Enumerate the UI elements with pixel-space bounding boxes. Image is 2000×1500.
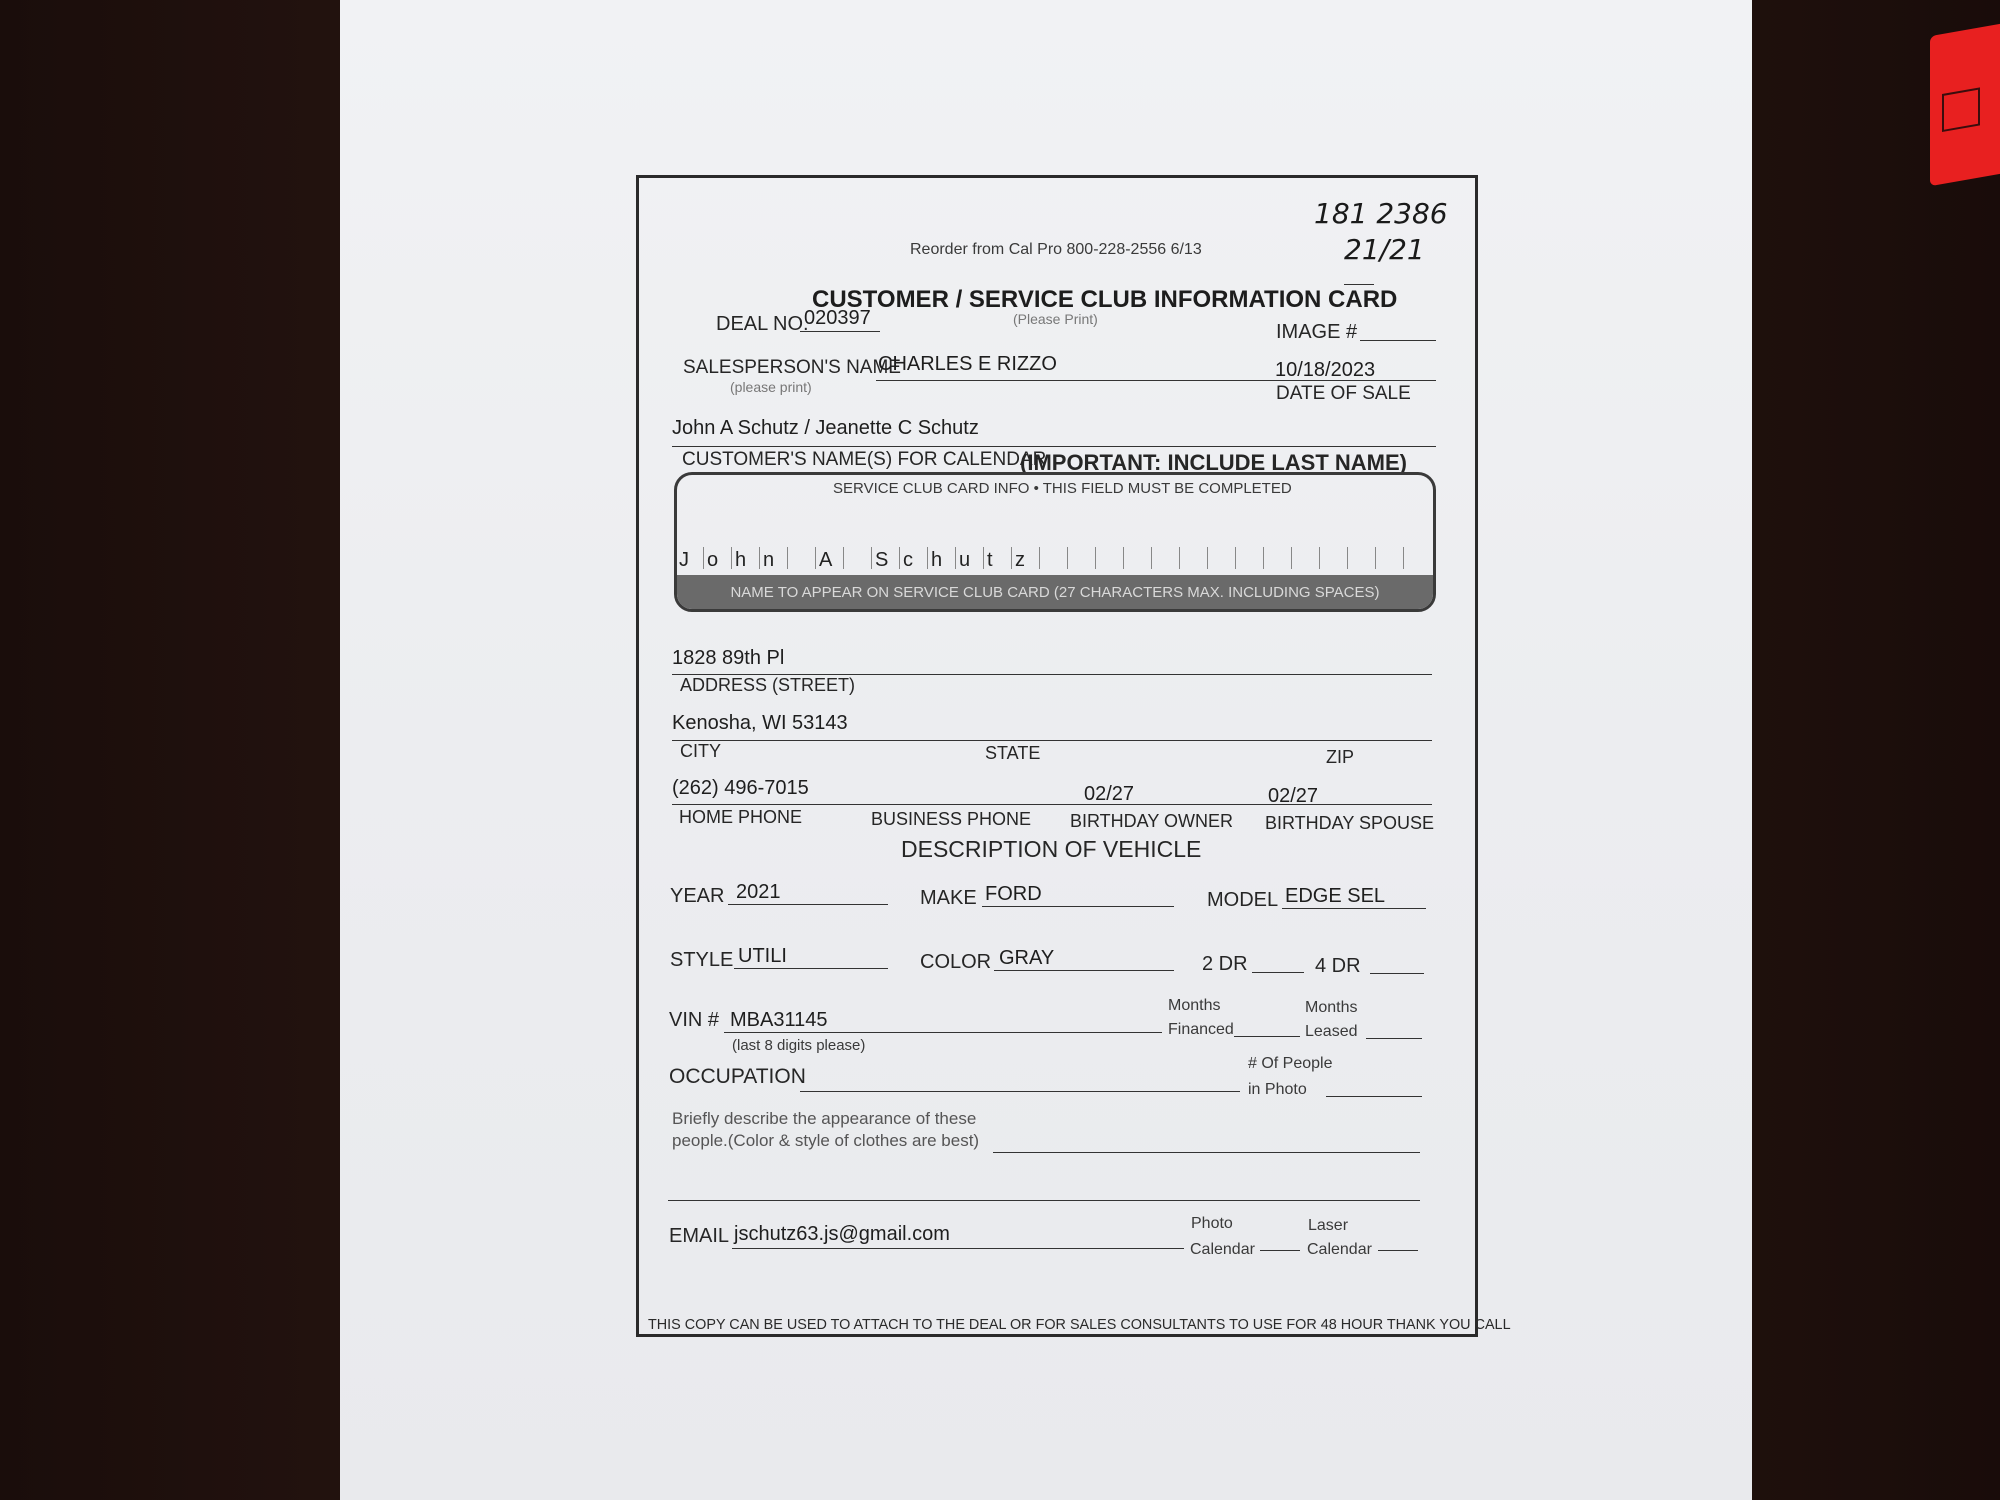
image-label: IMAGE # bbox=[1276, 321, 1358, 343]
club-letter: J bbox=[679, 549, 689, 571]
club-letter: o bbox=[707, 549, 719, 571]
color-label: COLOR bbox=[920, 951, 992, 973]
photo-calendar-label: Photo bbox=[1191, 1215, 1233, 1232]
four-door-line bbox=[1370, 973, 1424, 974]
club-letter: h bbox=[735, 549, 747, 571]
make-value[interactable]: FORD bbox=[985, 883, 1042, 905]
handwritten-number: 181 2386 bbox=[1314, 197, 1448, 230]
vin-value[interactable]: MBA31145 bbox=[730, 1009, 828, 1031]
email-line bbox=[732, 1248, 1184, 1249]
form-title: CUSTOMER / SERVICE CLUB INFORMATION CARD bbox=[812, 286, 1398, 313]
occupation-label: OCCUPATION bbox=[669, 1065, 806, 1088]
club-letter: t bbox=[987, 549, 993, 571]
style-label: STYLE bbox=[670, 949, 734, 971]
club-bar bbox=[677, 575, 1433, 609]
color-line bbox=[994, 970, 1174, 971]
handwritten-fraction: 21/21 bbox=[1344, 233, 1425, 266]
months-financed-label: Months bbox=[1168, 997, 1221, 1014]
months-financed-line bbox=[1234, 1036, 1300, 1037]
address-label: ADDRESS (STREET) bbox=[680, 675, 856, 695]
city-line bbox=[672, 740, 1432, 741]
date-of-sale-value[interactable]: 10/18/2023 bbox=[1275, 359, 1376, 381]
photo-calendar-line bbox=[1260, 1250, 1300, 1251]
occupation-line bbox=[800, 1091, 1240, 1092]
birthday-spouse-value[interactable]: 02/27 bbox=[1268, 785, 1319, 807]
club-letter: z bbox=[1015, 549, 1025, 571]
laser-calendar-label-2: Calendar bbox=[1307, 1241, 1372, 1258]
date-of-sale-label: DATE OF SALE bbox=[1276, 383, 1411, 404]
club-letter: c bbox=[903, 549, 913, 571]
important-note: (IMPORTANT: INCLUDE LAST NAME) bbox=[1020, 450, 1407, 475]
city-value[interactable]: Kenosha, WI 53143 bbox=[672, 712, 848, 734]
describe-line-2 bbox=[668, 1200, 1420, 1201]
vehicle-heading: DESCRIPTION OF VEHICLE bbox=[901, 836, 1202, 862]
people-in-photo-label: # Of People bbox=[1248, 1055, 1333, 1072]
email-label: EMAIL bbox=[669, 1225, 730, 1247]
birthday-owner-value[interactable]: 02/27 bbox=[1084, 783, 1135, 805]
year-label: YEAR bbox=[670, 885, 725, 907]
salesperson-label: SALESPERSON'S NAME bbox=[683, 357, 901, 378]
customer-names-line bbox=[672, 446, 1436, 447]
state-label: STATE bbox=[985, 743, 1041, 763]
four-door-label: 4 DR bbox=[1315, 955, 1361, 977]
salesperson-value[interactable]: CHARLES E RIZZO bbox=[878, 353, 1057, 375]
two-door-label: 2 DR bbox=[1202, 953, 1248, 975]
deal-no-value[interactable]: 020397 bbox=[804, 307, 871, 329]
home-phone-value[interactable]: (262) 496-7015 bbox=[672, 777, 809, 799]
club-info-label: SERVICE CLUB CARD INFO • THIS FIELD MUST BE COMPLETED bbox=[833, 480, 1292, 497]
laser-calendar-line bbox=[1378, 1250, 1418, 1251]
describe-line bbox=[993, 1152, 1420, 1153]
salesperson-hint: (please print) bbox=[730, 379, 812, 395]
months-leased-label: Months bbox=[1305, 999, 1358, 1016]
style-line bbox=[734, 968, 888, 969]
year-value[interactable]: 2021 bbox=[736, 881, 781, 903]
please-print-hint: (Please Print) bbox=[1013, 311, 1098, 327]
vin-hint: (last 8 digits please) bbox=[732, 1037, 866, 1054]
people-in-photo-label-2: in Photo bbox=[1248, 1081, 1307, 1098]
image-line bbox=[1360, 340, 1436, 341]
red-sticker bbox=[1930, 24, 2000, 186]
business-phone-label: BUSINESS PHONE bbox=[871, 809, 1032, 829]
customer-names-label: CUSTOMER'S NAME(S) FOR CALENDAR bbox=[682, 449, 1047, 470]
model-line bbox=[1282, 908, 1426, 909]
hand-underline bbox=[1344, 284, 1374, 285]
phone-line bbox=[672, 804, 1432, 805]
club-bar-text: NAME TO APPEAR ON SERVICE CLUB CARD (27 CHARACTERS MAX. INCLUDING SPACES) bbox=[730, 584, 1380, 601]
make-label: MAKE bbox=[920, 887, 977, 909]
vin-label: VIN # bbox=[669, 1009, 720, 1031]
email-value[interactable]: jschutz63.js@gmail.com bbox=[734, 1223, 950, 1245]
laser-calendar-label: Laser bbox=[1308, 1217, 1349, 1234]
address-value[interactable]: 1828 89th Pl bbox=[672, 647, 785, 669]
describe-prompt-2: people.(Color & style of clothes are best) bbox=[672, 1131, 980, 1150]
describe-prompt: Briefly describe the appearance of these bbox=[672, 1109, 977, 1128]
salesperson-line bbox=[876, 380, 1436, 381]
year-line bbox=[728, 904, 888, 905]
model-value[interactable]: EDGE SEL bbox=[1285, 885, 1386, 907]
home-phone-label: HOME PHONE bbox=[679, 807, 803, 827]
two-door-line bbox=[1252, 972, 1304, 973]
photo-calendar-label-2: Calendar bbox=[1190, 1241, 1255, 1258]
sticker-icon bbox=[1942, 87, 1980, 132]
deal-no-label: DEAL NO. bbox=[716, 313, 809, 335]
service-club-box[interactable] bbox=[674, 472, 1436, 612]
vin-line bbox=[724, 1032, 1162, 1033]
months-leased-label-2: Leased bbox=[1305, 1023, 1358, 1040]
club-letter: n bbox=[763, 549, 775, 571]
club-letter: u bbox=[959, 549, 971, 571]
birthday-owner-label: BIRTHDAY OWNER bbox=[1070, 811, 1234, 831]
reorder-text: Reorder from Cal Pro 800-228-2556 6/13 bbox=[910, 241, 1202, 258]
customer-names-value[interactable]: John A Schutz / Jeanette C Schutz bbox=[672, 417, 979, 439]
birthday-spouse-label: BIRTHDAY SPOUSE bbox=[1265, 813, 1435, 833]
model-label: MODEL bbox=[1207, 889, 1279, 911]
months-financed-label-2: Financed bbox=[1168, 1021, 1234, 1038]
style-value[interactable]: UTILI bbox=[738, 945, 787, 967]
deal-no-line bbox=[800, 331, 880, 332]
months-leased-line bbox=[1366, 1038, 1422, 1039]
club-letter: S bbox=[875, 549, 889, 571]
card-footer: THIS COPY CAN BE USED TO ATTACH TO THE DEAL OR FOR SALES CONSULTANTS TO USE FOR 48 HOUR THANK YOU CALL bbox=[648, 1317, 1511, 1333]
people-in-photo-line bbox=[1326, 1096, 1422, 1097]
make-line bbox=[982, 906, 1174, 907]
club-letter: A bbox=[819, 549, 833, 571]
club-letter: h bbox=[931, 549, 943, 571]
city-label: CITY bbox=[680, 741, 722, 761]
color-value[interactable]: GRAY bbox=[999, 947, 1055, 969]
zip-label: ZIP bbox=[1326, 747, 1355, 767]
